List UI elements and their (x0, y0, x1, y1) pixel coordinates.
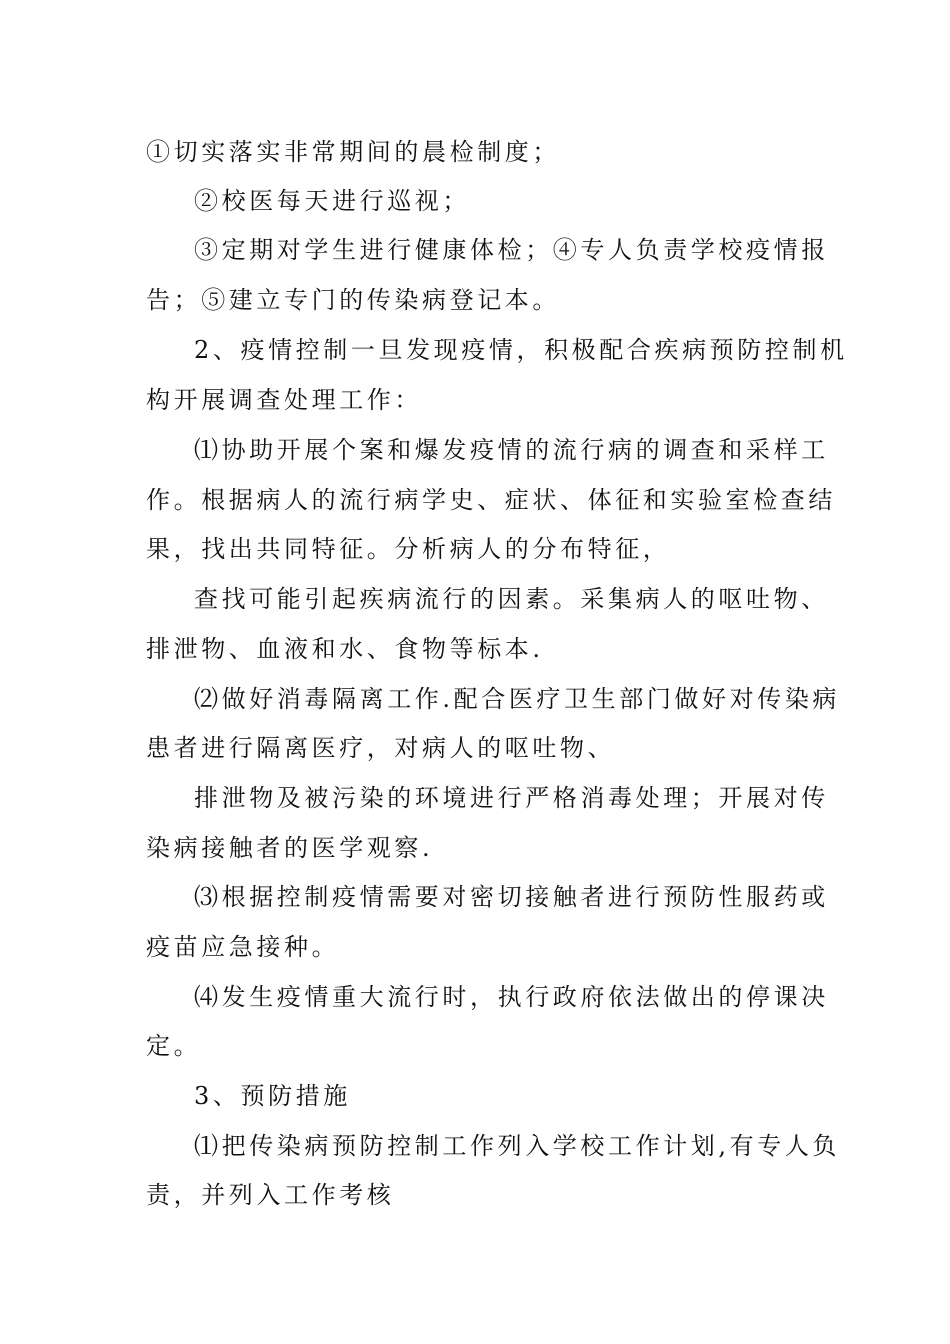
text-line: 患者进行隔离医疗，对病人的呕吐物、 (146, 734, 616, 762)
text-line: 疫苗应急接种。 (146, 933, 340, 961)
text-line: ⑵做好消毒隔离工作.配合医疗卫生部门做好对传染病 (194, 685, 841, 713)
text-line: ⑶根据控制疫情需要对密切接触者进行预防性服药或 (194, 883, 829, 911)
text-line: 告；⑤建立专门的传染病登记本。 (146, 286, 560, 314)
text-line: 果，找出共同特征。分析病人的分布特征， (146, 535, 671, 563)
text-line: ⑴把传染病预防控制工作列入学校工作计划,有专人负 (194, 1132, 841, 1160)
text-line: ③定期对学生进行健康体检；④专人负责学校疫情报 (194, 236, 829, 264)
text-line: 查找可能引起疾病流行的因素。采集病人的呕吐物、 (194, 585, 829, 613)
text-line: ⑷发生疫情重大流行时，执行政府依法做出的停课决 (194, 983, 829, 1011)
text-line: ②校医每天进行巡视； (194, 187, 470, 215)
text-line: 定。 (146, 1032, 202, 1060)
text-line: 责，并列入工作考核 (146, 1181, 395, 1209)
text-line: 排泄物及被污染的环境进行严格消毒处理；开展对传 (194, 784, 829, 812)
text-line: 染病接触者的医学观察. (146, 834, 434, 862)
text-line: ⑴协助开展个案和爆发疫情的流行病的调查和采样工 (194, 436, 829, 464)
text-line: 排泄物、血液和水、食物等标本. (146, 635, 544, 663)
text-line: 3、预防措施 (194, 1082, 351, 1110)
text-line: 作。根据病人的流行病学史、症状、体征和实验室检查结 (146, 486, 836, 514)
text-line: 2、疫情控制一旦发现疫情，积极配合疾病预防控制机 (194, 336, 848, 364)
text-line: ①切实落实非常期间的晨检制度； (146, 138, 560, 166)
text-line: 构开展调查处理工作： (146, 386, 422, 414)
